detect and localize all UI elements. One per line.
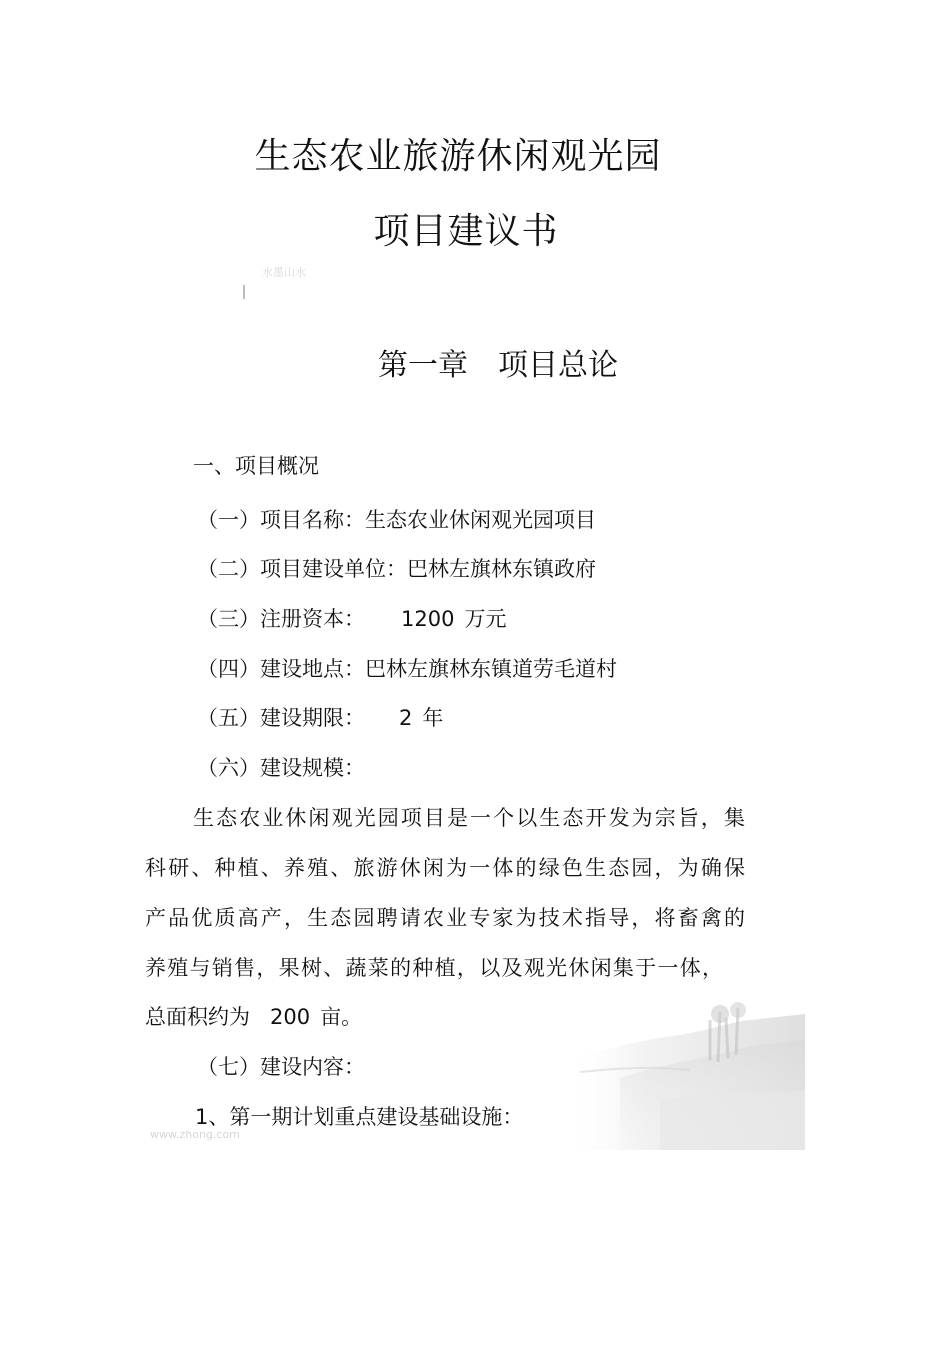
document-title-line-1: 生态农业旅游休闲观光园 [254,136,662,177]
document-title-line-2: 项目建议书 [373,211,559,252]
chapter-title: 项目总论 [498,348,618,383]
paragraph-line: 养殖与销售，果树、蔬菜的种植，以及观光休闲集于一体， [145,956,723,980]
phase-one-heading: 1、第一期计划重点建设基础设施： [195,1105,524,1129]
faint-vertical-mark [243,285,245,299]
item-label: （五）建设期限： [197,706,365,730]
paragraph-line: 产品优质高产，生态园聘请农业专家为技术指导，将畜禽的 [145,906,745,930]
area-number: 200 [270,1005,311,1029]
item-label: （六）建设规模： [197,756,365,780]
item-label: （四）建设地点： [197,657,365,681]
section-heading: 一、项目概况 [193,454,319,478]
item-label: （三）注册资本： [197,607,365,631]
item-project-name [197,505,596,535]
paragraph-line: 科研、种植、养殖、旅游休闲为一体的绿色生态园，为确保 [145,856,745,880]
chapter-number: 第一章 [378,348,468,383]
item-number: 2 [399,706,413,730]
faint-stamp-mark: 水墨山水 [262,266,306,279]
item-builder [197,554,596,584]
item-label: （二）项目建设单位： [197,557,407,581]
watermark-mark: www.zhong.com [150,1128,240,1141]
item-registered-capital [197,604,506,634]
item-value: 巴林左旗林东镇政府 [407,557,596,581]
item-location [197,654,617,684]
chapter-heading [378,346,618,386]
item-number: 1200 [401,607,455,631]
item-unit: 万元 [464,607,507,631]
item-period [197,703,443,733]
content-heading: （七）建设内容： [197,1055,365,1079]
item-scale [197,753,365,783]
item-value: 巴林左旗林东镇道劳毛道村 [365,657,617,681]
paragraph-line: 生态农业休闲观光园项目是一个以生态开发为宗旨，集 [193,806,745,830]
area-unit: 亩。 [320,1005,363,1029]
item-label: （一）项目名称： [197,508,365,532]
item-unit: 年 [422,706,444,730]
item-value: 生态农业休闲观光园项目 [365,508,596,532]
ink-landscape-watermark [560,1000,805,1150]
paragraph-text: 总面积约为 [145,1005,250,1029]
